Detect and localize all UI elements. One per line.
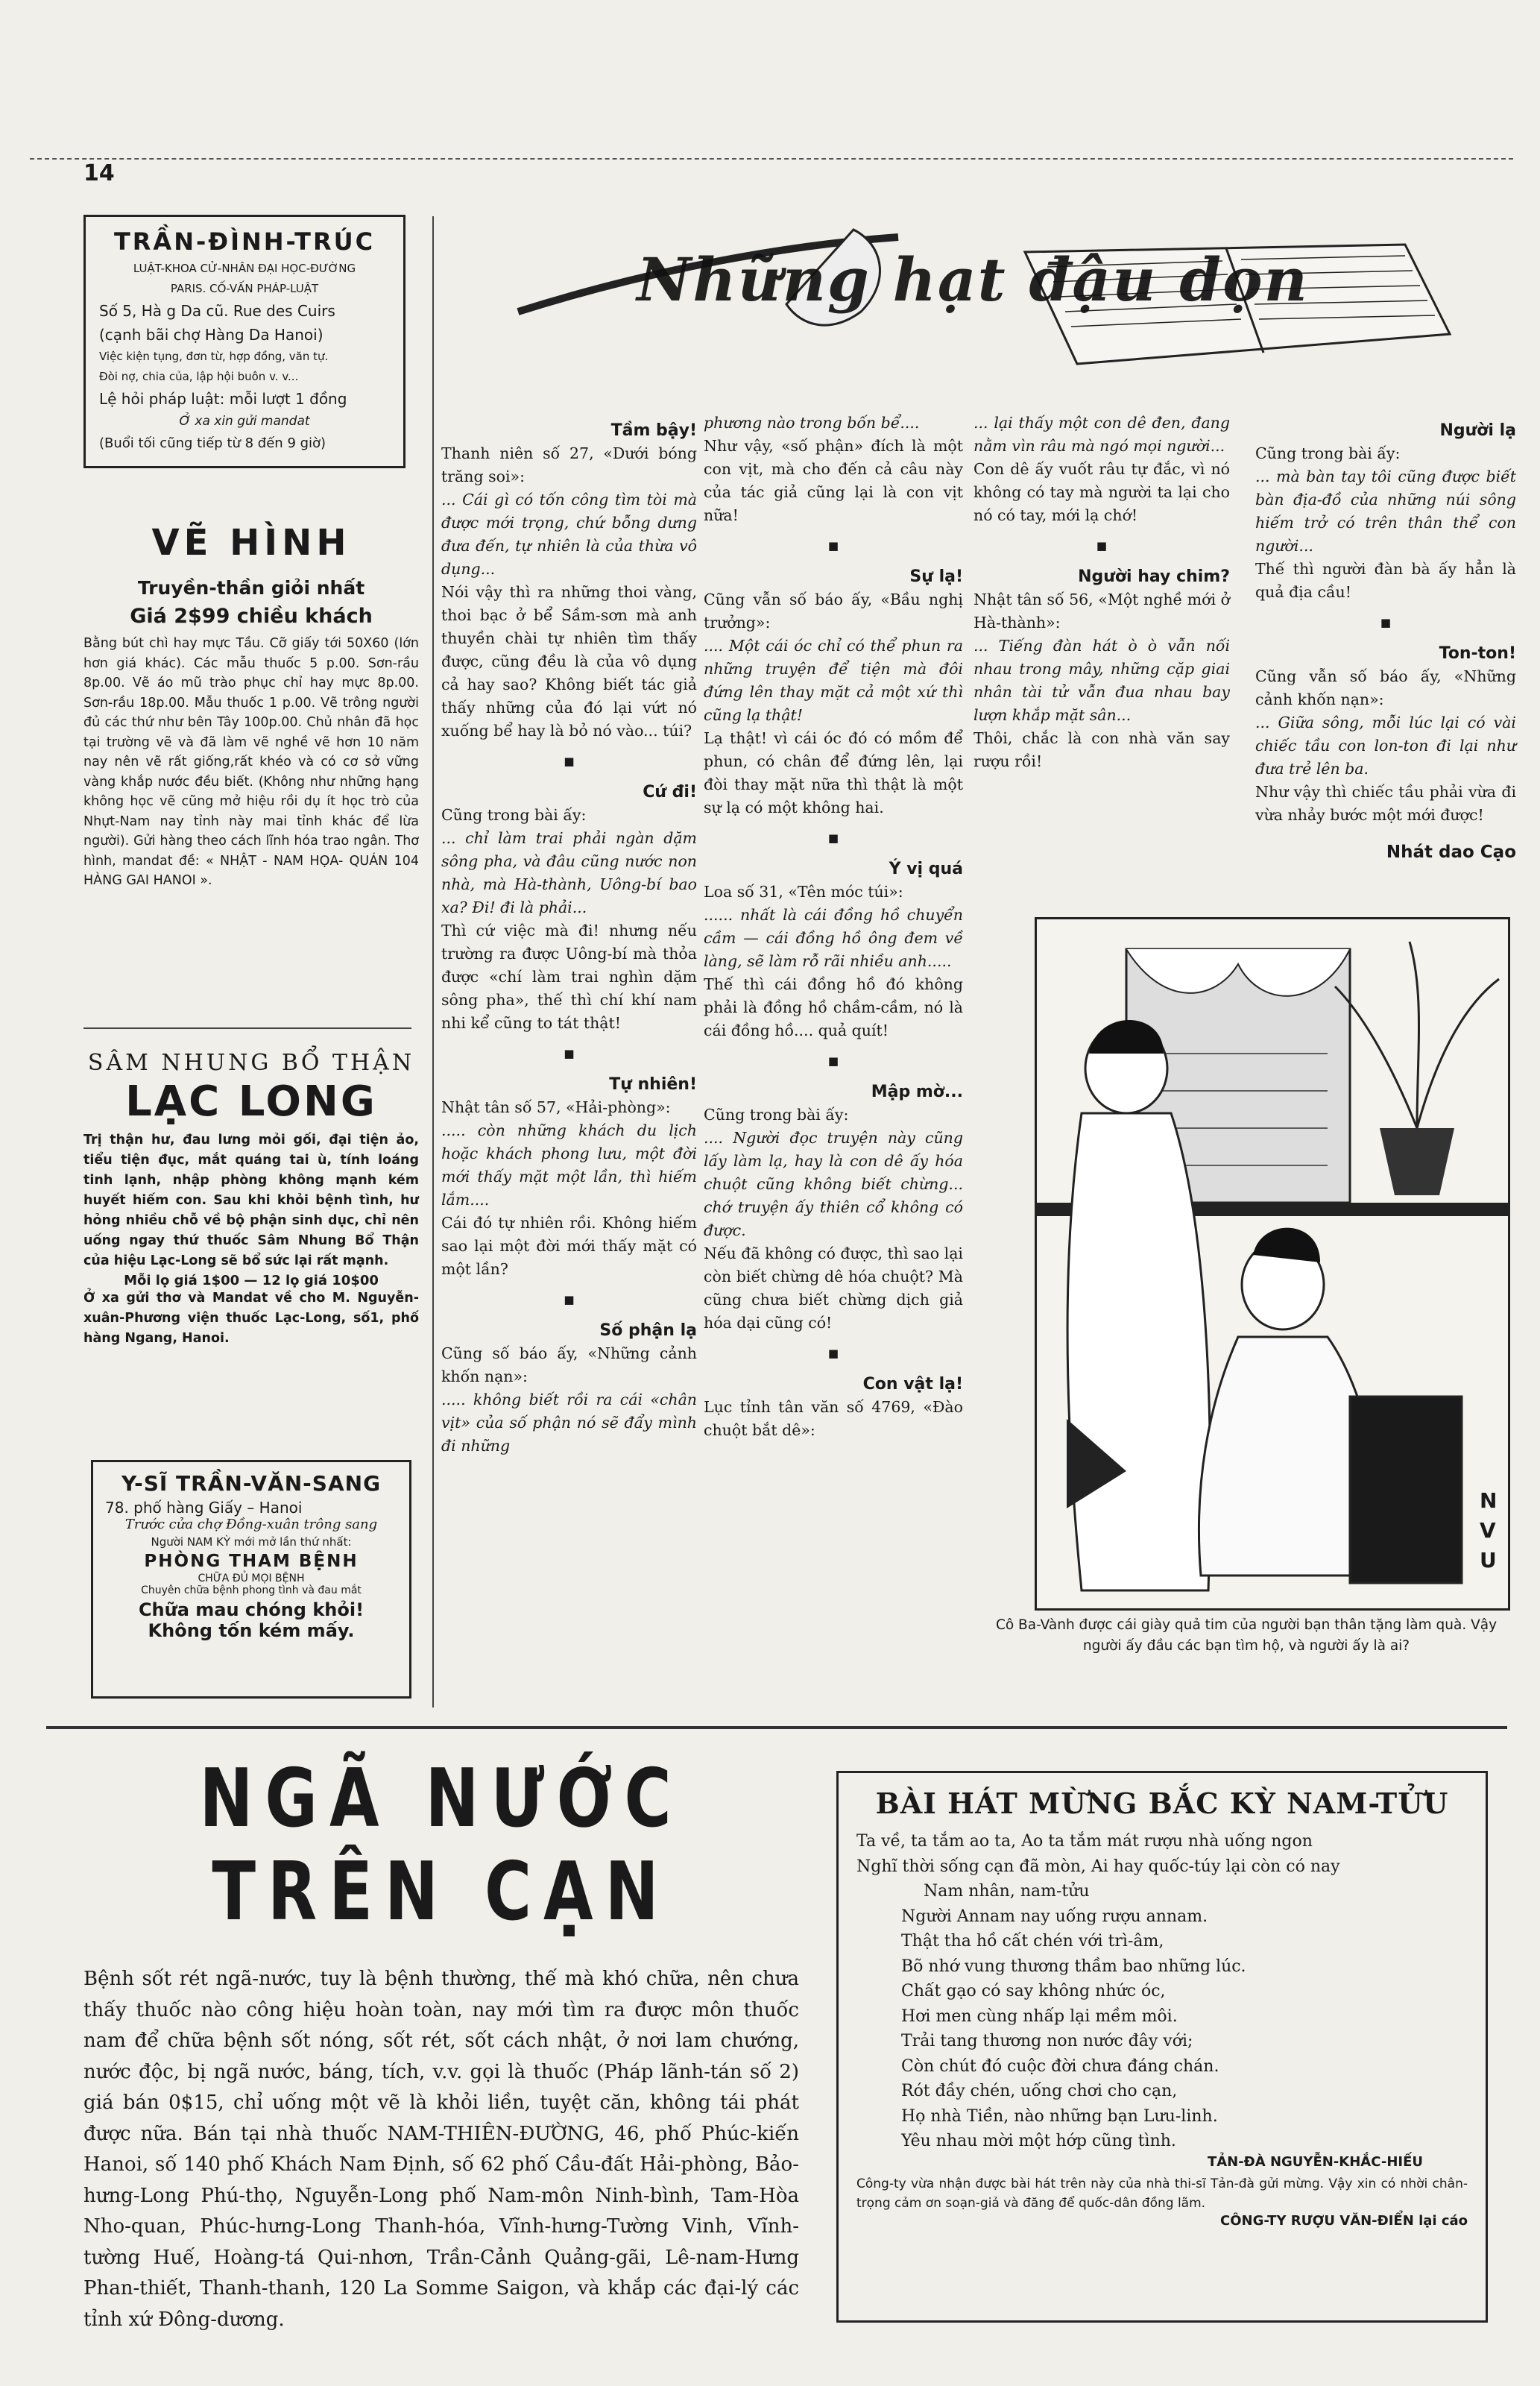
quote-text: phương nào trong bốn bể....: [704, 414, 920, 432]
body-text: Con dê ấy vuốt râu tự đắc, vì nó không có tay mà người ta lại cho nó có tay, mới lạ chớ!: [973, 460, 1230, 524]
drawing-subtitle: Truyền-thần giỏi nhất: [137, 577, 365, 599]
lac-long-ad: [83, 1050, 419, 1393]
separator-mark: ■: [827, 1347, 839, 1360]
item-heading: Tự nhiên!: [609, 1075, 697, 1094]
body-text: Nếu đã không có được, thì sao lại còn biết chừng dê hóa chuột? Mà cũng chưa biết chừng dịch giả hóa dại cũng có!: [704, 1244, 963, 1332]
drawing-title: VẼ HÌNH: [151, 522, 351, 564]
separator-mark: ■: [564, 1293, 575, 1306]
column-4-signature: Nhát dao Cạo: [1386, 843, 1516, 862]
doctor-line2: Chuyên chữa bệnh phong tình và đau mắt: [141, 1584, 362, 1596]
poem-line: Ta về, ta tắm ao ta, Ao ta tắm mát rượu nhà uống ngon: [856, 1832, 1313, 1851]
separator-mark: ■: [564, 755, 575, 768]
lac-long-brand: LẠC LONG: [125, 1077, 377, 1126]
body-text: Thế thì người đàn bà ấy hẳn là quả địa cầu!: [1255, 560, 1516, 601]
poem-line: Nghĩ thời sống cạn đã mòn, Ai hay quốc-túy lại còn có nay: [856, 1857, 1340, 1876]
body-text: Loa số 31, «Tên móc túi»:: [704, 883, 903, 901]
quote-text: .... Người đọc truyện này cũng lấy làm lạ, hay là con dê ấy hóa chuột cũng không biết chừng... chớ truyện ấy thiên cổ không có được.: [704, 1129, 963, 1239]
separator-mark: ■: [564, 1047, 575, 1060]
nga-nuoc-body: Bệnh sốt rét ngã-nước, tuy là bệnh thường, thế mà khó chữa, nên chưa thấy thuốc nào công hiệu hoàn toàn, nay mới tìm ra được môn thuốc nam để chữa bệnh sốt nóng, sốt rét, sốt cách nhật, ở nơi lam chướng, nước độc, bị ngã nước, báng, tích, v.v. gọi là thuốc (Pháp lãnh-tán số 2) giá bán 0$15, chỉ uống một vẽ là khỏi liền, tuyệt căn, không tái phát được nữa. Bán tại nhà thuốc NAM-THIÊN-ĐƯỜNG, 46, phố Phúc-kiến Hanoi, số 140 phố Khách Nam Định, số 62 phố Cầu-đất Hải-phòng, Bảo-hưng-Long Phú-thọ, Nguyễn-Long phố Nam-môn Ninh-bình, Tam-Hòa Nho-quan, Phúc-hưng-Long Thanh-hóa, Vĩnh-hưng-Tường Vinh, Vĩnh-tường Huế, Hoàng-tá Qui-nhơn, Trần-Cảnh Quảng-gãi, Lê-nam-Hưng Phan-thiết, Thanh-thanh, 120 La Somme Saigon, và khắp các đại-lý các tỉnh xứ Đông-dương.: [83, 1968, 799, 2331]
wine-poem-company: CÔNG-TY RƯỢU VĂN-ĐIỂN lại cáo: [1220, 2212, 1468, 2229]
wine-poem-title: BÀI HÁT MỪNG BẮC KỲ NAM-TỬU: [875, 1787, 1449, 1820]
poem-line: Còn chút đó cuộc đời chưa đáng chán.: [901, 2056, 1219, 2076]
item-heading: Người lạ: [1439, 421, 1516, 440]
body-text: Nhật tân số 56, «Một nghề mới ở Hà-thành»:: [973, 591, 1230, 632]
poem-line: Người Annam nay uống rượu annam.: [901, 1907, 1208, 1926]
illustration: [1035, 917, 1510, 1611]
separator-mark: ■: [827, 539, 839, 553]
poem-line: Chất gạo có say không nhức óc,: [901, 1982, 1166, 2001]
lawyer-line: LUẬT-KHOA CỬ-NHÂN ĐẠI HỌC-ĐƯỜNG: [133, 262, 356, 275]
lawyer-line: Ở xa xin gửi mandat: [179, 414, 310, 429]
body-text: Thanh niên số 27, «Dưới bóng trăng soi»:: [441, 444, 697, 485]
body-text: Lạ thật! vì cái óc đó có mồm để phun, có chân để đứng lên, lại đòi thay mặt nữa thì thật là một sự lạ có một không hai.: [704, 729, 963, 816]
lac-long-price: Mỗi lọ giá 1$00 — 12 lọ giá 10$00: [124, 1273, 379, 1288]
top-rule: [30, 158, 1513, 160]
doctor-ad: [91, 1460, 411, 1699]
poem-line: Thật tha hồ cất chén với trì-âm,: [901, 1932, 1164, 1951]
body-text: Thôi, chắc là con nhà văn say rượu rồi!: [973, 729, 1230, 770]
nga-nuoc-title: NGÃ NƯỚC TRÊN CẠN: [199, 1752, 684, 1939]
body-text: Thì cứ việc mà đi! nhưng nếu trường ra được Uông-bí mà thỏa được «chí làm trai nghìn dặm sông pha», thế thì chí khí nam nhi kể cũng to tát thật!: [441, 922, 697, 1032]
item-heading: Ton-ton!: [1439, 644, 1516, 663]
body-text: Như vậy thì chiếc tầu phải vừa đi vừa nhảy bước một mới được!: [1255, 783, 1516, 824]
doctor-note: Trước cửa chợ Đồng-xuân trông sang: [124, 1517, 378, 1532]
separator-mark: ■: [827, 831, 839, 845]
poem-line: Họ nhà Tiền, nào những bạn Lưu-linh.: [901, 2106, 1218, 2126]
lac-long-order: Ở xa gửi thơ và Mandat về cho M. Nguyễn-xuân-Phương viện thuốc Lạc-Long, số1, phố hàng Ngang, Hanoi.: [83, 1291, 419, 1346]
body-text: Cũng số báo ấy, «Những cảnh khốn nạn»:: [441, 1344, 697, 1385]
lawyer-line: Việc kiện tụng, đơn từ, hợp đồng, văn tự.: [99, 350, 329, 363]
column-4: [1255, 412, 1516, 827]
body-text: Thế thì cái đồng hồ đó không phải là đồng hồ chầm-cầm, nó là cái đồng hồ.... quả quít!: [704, 975, 963, 1039]
lawyer-line: Lệ hỏi pháp luật: mỗi lượt 1 đồng: [99, 390, 347, 408]
quote-text: ... mà bàn tay tôi cũng được biết bàn địa-đồ của những núi sông hiếm trở có trên thân thể con người...: [1255, 468, 1516, 555]
body-text: Như vậy, «số phận» đích là một con vịt, mà cho đến cả câu này của tác giả cũng lại là con vịt nữa!: [704, 437, 963, 524]
column-2: [704, 412, 963, 1442]
body-text: Cũng trong bài ấy:: [704, 1106, 849, 1124]
body-text: Cái đó tự nhiên rồi. Không hiếm sao lại một đời mới thấy mặt có một lần?: [441, 1214, 697, 1278]
quote-text: ... lại thấy một con dê đen, đang nằm vìn râu mà ngó mọi người...: [973, 414, 1230, 455]
column-3: [973, 412, 1230, 773]
lawyer-line: PARIS. CỐ-VẤN PHÁP-LUẬT: [170, 282, 319, 295]
item-heading: Con vật lạ!: [862, 1375, 963, 1394]
wine-poem-author: TẢN-ĐÀ NGUYỄN-KHẮC-HIẾU: [1207, 2153, 1423, 2170]
illustration-caption: Cô Ba-Vành được cái giày quả tim của người bạn thân tặng làm quà. Vậy người ấy đầu các bạn tìm hộ, và người ấy là ai?: [995, 1617, 1498, 1654]
drawing-ad: [83, 522, 419, 999]
separator-mark: ■: [1096, 539, 1108, 553]
lac-long-body: Trị thận hư, đau lưng mỏi gối, đại tiện ảo, tiểu tiện đục, mắt quáng tai ù, tính loáng tinh lạnh, nhập phòng không mạnh kém huyết hiếm con. Sau khi khỏi bệnh tình, hư hỏng nhiều chỗ về bộ phận sinh dục, chỉ nên uống ngay thứ thuốc Sâm Nhung Bổ Thận của hiệu Lạc-Long sẽ bổ sức lại rất mạnh.: [83, 1133, 419, 1268]
illustration-signature: NVU: [1480, 1488, 1498, 1573]
body-text: Nhật tân số 57, «Hải-phòng»:: [441, 1098, 671, 1116]
doctor-note2: Người NAM KỲ mới mở lần thứ nhất:: [151, 1535, 352, 1549]
lawyer-ad: [83, 215, 405, 468]
poem-line: Bõ nhớ vung thương thầm bao những lúc.: [901, 1957, 1246, 1976]
quote-text: .... Một cái óc chỉ có thể phun ra những truyện để tiện mà đôi đứng lên thay mặt cả một xứ thì cũng lạ thật!: [704, 637, 963, 724]
lawyer-line: Đòi nợ, chia của, lập hội buôn v. v...: [99, 370, 299, 383]
illustration-art: [1037, 919, 1508, 1608]
item-heading: Tầm bậy!: [610, 421, 697, 440]
doctor-clinic: PHÒNG THAM BỆNH: [144, 1552, 359, 1571]
rule: [83, 1027, 411, 1029]
quote-text: ... Giữa sông, mỗi lúc lại có vài chiếc tầu con lon-ton đi lại như đưa trẻ lên ba.: [1255, 714, 1516, 778]
quote-text: ..... không biết rồi ra cái «chân vịt» của số phận nó sẽ đẩy mình đi những: [441, 1391, 697, 1455]
wine-poem-note: Công-ty vừa nhận được bài hát trên này của nhà thi-sĩ Tản-đà gửi mừng. Vậy xin có nhời chân-trọng cảm ơn soạn-giả và đăng để quốc-dân đồng lãm.: [856, 2176, 1468, 2211]
masthead-title: Những hạt đậu dọn: [637, 245, 1309, 315]
quote-text: ... Cái gì có tốn công tìm tòi mà được mới trọng, chứ bỗng dưng đưa đến, tự nhiên là của thừa vô dụng...: [441, 491, 697, 578]
item-heading: Cứ đi!: [643, 783, 697, 802]
doctor-slogan1: Chữa mau chóng khỏi!: [138, 1599, 365, 1620]
doctor-address: 78. phố hàng Giấy – Hanoi: [105, 1499, 303, 1517]
column-1: [441, 412, 697, 1458]
drawing-price: Giá 2$99 chiều khách: [130, 605, 373, 628]
lawyer-name: TRẦN-ĐÌNH-TRÚC: [113, 227, 376, 256]
lawyer-line: (Buổi tối cũng tiếp từ 8 đến 9 giờ): [99, 435, 326, 451]
item-heading: Số phận lạ: [599, 1321, 697, 1340]
poem-line: Nam nhân, nam-tửu: [924, 1882, 1090, 1901]
body-text: Cũng vẫn số báo ấy, «Bầu nghị trưởng»:: [704, 591, 963, 632]
poem-line: Trải tang thương non nước đây với;: [901, 2032, 1193, 2050]
quote-text: ...... nhất là cái đồng hồ chuyển cầm — cái đồng hồ ông đem về làng, sẽ làm rỗ rãi nhiều anh.....: [704, 906, 963, 970]
separator-mark: ■: [1380, 616, 1392, 629]
doctor-slogan2: Không tốn kém mấy.: [148, 1620, 355, 1641]
item-heading: Mập mờ...: [871, 1083, 963, 1101]
page-number: 14: [83, 160, 115, 186]
section-rule: [46, 1726, 1507, 1729]
item-heading: Người hay chim?: [1078, 567, 1230, 586]
body-text: Nói vậy thì ra những thoi vàng, thoi bạc ở bể Sầm-sơn mà anh thuyền chài tự nhiên tìm thấy được, cũng đều là của vô dụng cả hay sao? Không biết tác giả thấy những của đó lại vứt nó xuống bể hay là bỏ nó vào... túi?: [441, 583, 697, 740]
body-text: Lục tỉnh tân văn số 4769, «Đào chuột bắt dê»:: [704, 1398, 963, 1439]
drawing-body: Bằng bút chì hay mực Tầu. Cỡ giấy tới 50X60 (lớn hơn giá khác). Các mẫu thuốc 5 p.00. Sơn-rầu 8p.00. Vẽ áo mũ trào phục chỉ hay mực 8p.00. Sơn-rầu 18p.00. Mẫu thuốc 1 p.00. Vẽ trông người đủ các thứ như bên Tây 100p.00. Chủ nhân đã học tại trường vẽ và đã làm vẽ nghề vẽ hơn 10 năm nay nên vẽ rất giống,rất khéo và có cơ sở vững vàng khắp nước đều biết. (Không như những hạng không học vẽ cũng mở hiệu rồi dụ ít học trò của Nhựt-Nam nay tỉnh này mai tỉnh khác để lừa người). Gửi hàng theo cách lĩnh hóa trao ngân. Thơ hình, mandat đề: « NHẬT - NAM HỌA- QUÁN 104 HÀNG GAI HANOI ».: [83, 636, 419, 888]
quote-text: ... Tiếng đàn hát ò ò vẫn nối nhau trong mây, những cặp giai nhân tài tử vẫn đua nhau bay lượn khắp mặt sân...: [973, 637, 1230, 724]
wine-poem-ad: [836, 1771, 1488, 2323]
poem-line: Yêu nhau mời một hớp cũng tình.: [901, 2132, 1176, 2150]
separator-mark: ■: [827, 1054, 839, 1068]
body-text: Cũng vẫn số báo ấy, «Những cảnh khốn nạn»:: [1255, 667, 1516, 708]
item-heading: Sự lạ!: [909, 567, 963, 586]
body-text: Cũng trong bài ấy:: [441, 806, 587, 824]
doctor-line1: CHỮA ĐỦ MỌI BỆNH: [198, 1573, 305, 1584]
column-rule: [432, 216, 434, 1707]
lawyer-line: (cạnh bãi chợ Hàng Da Hanoi): [99, 326, 324, 344]
quote-text: ..... còn những khách du lịch hoặc khách phong lưu, một đời mới thấy mặt một lần, thì hiếm lắm....: [441, 1121, 697, 1209]
doctor-name: Y-SĨ TRẦN-VĂN-SANG: [121, 1471, 382, 1496]
item-heading: Ý vị quá: [889, 860, 963, 878]
lawyer-lines: [99, 259, 390, 455]
masthead: [436, 200, 1509, 394]
lac-long-tagline: SÂM NHUNG BỔ THẬN: [87, 1050, 415, 1076]
body-text: Cũng trong bài ấy:: [1255, 444, 1401, 462]
lawyer-line: Số 5, Hà g Da cũ. Rue des Cuirs: [99, 302, 335, 320]
poem-line: Hơi men cùng nhấp lại mềm môi.: [901, 2006, 1178, 2026]
poem-line: Rót đầy chén, uống chơi cho cạn,: [901, 2082, 1178, 2100]
wine-poem-lines: [856, 1829, 1468, 2154]
nga-nuoc-ad: [83, 1752, 799, 2331]
quote-text: ... chỉ làm trai phải ngàn dặm sông pha, và đâu cũng nước non nhà, mà Hà-thành, Uông-bí bao xa? Đi! đi là phải...: [441, 829, 697, 916]
